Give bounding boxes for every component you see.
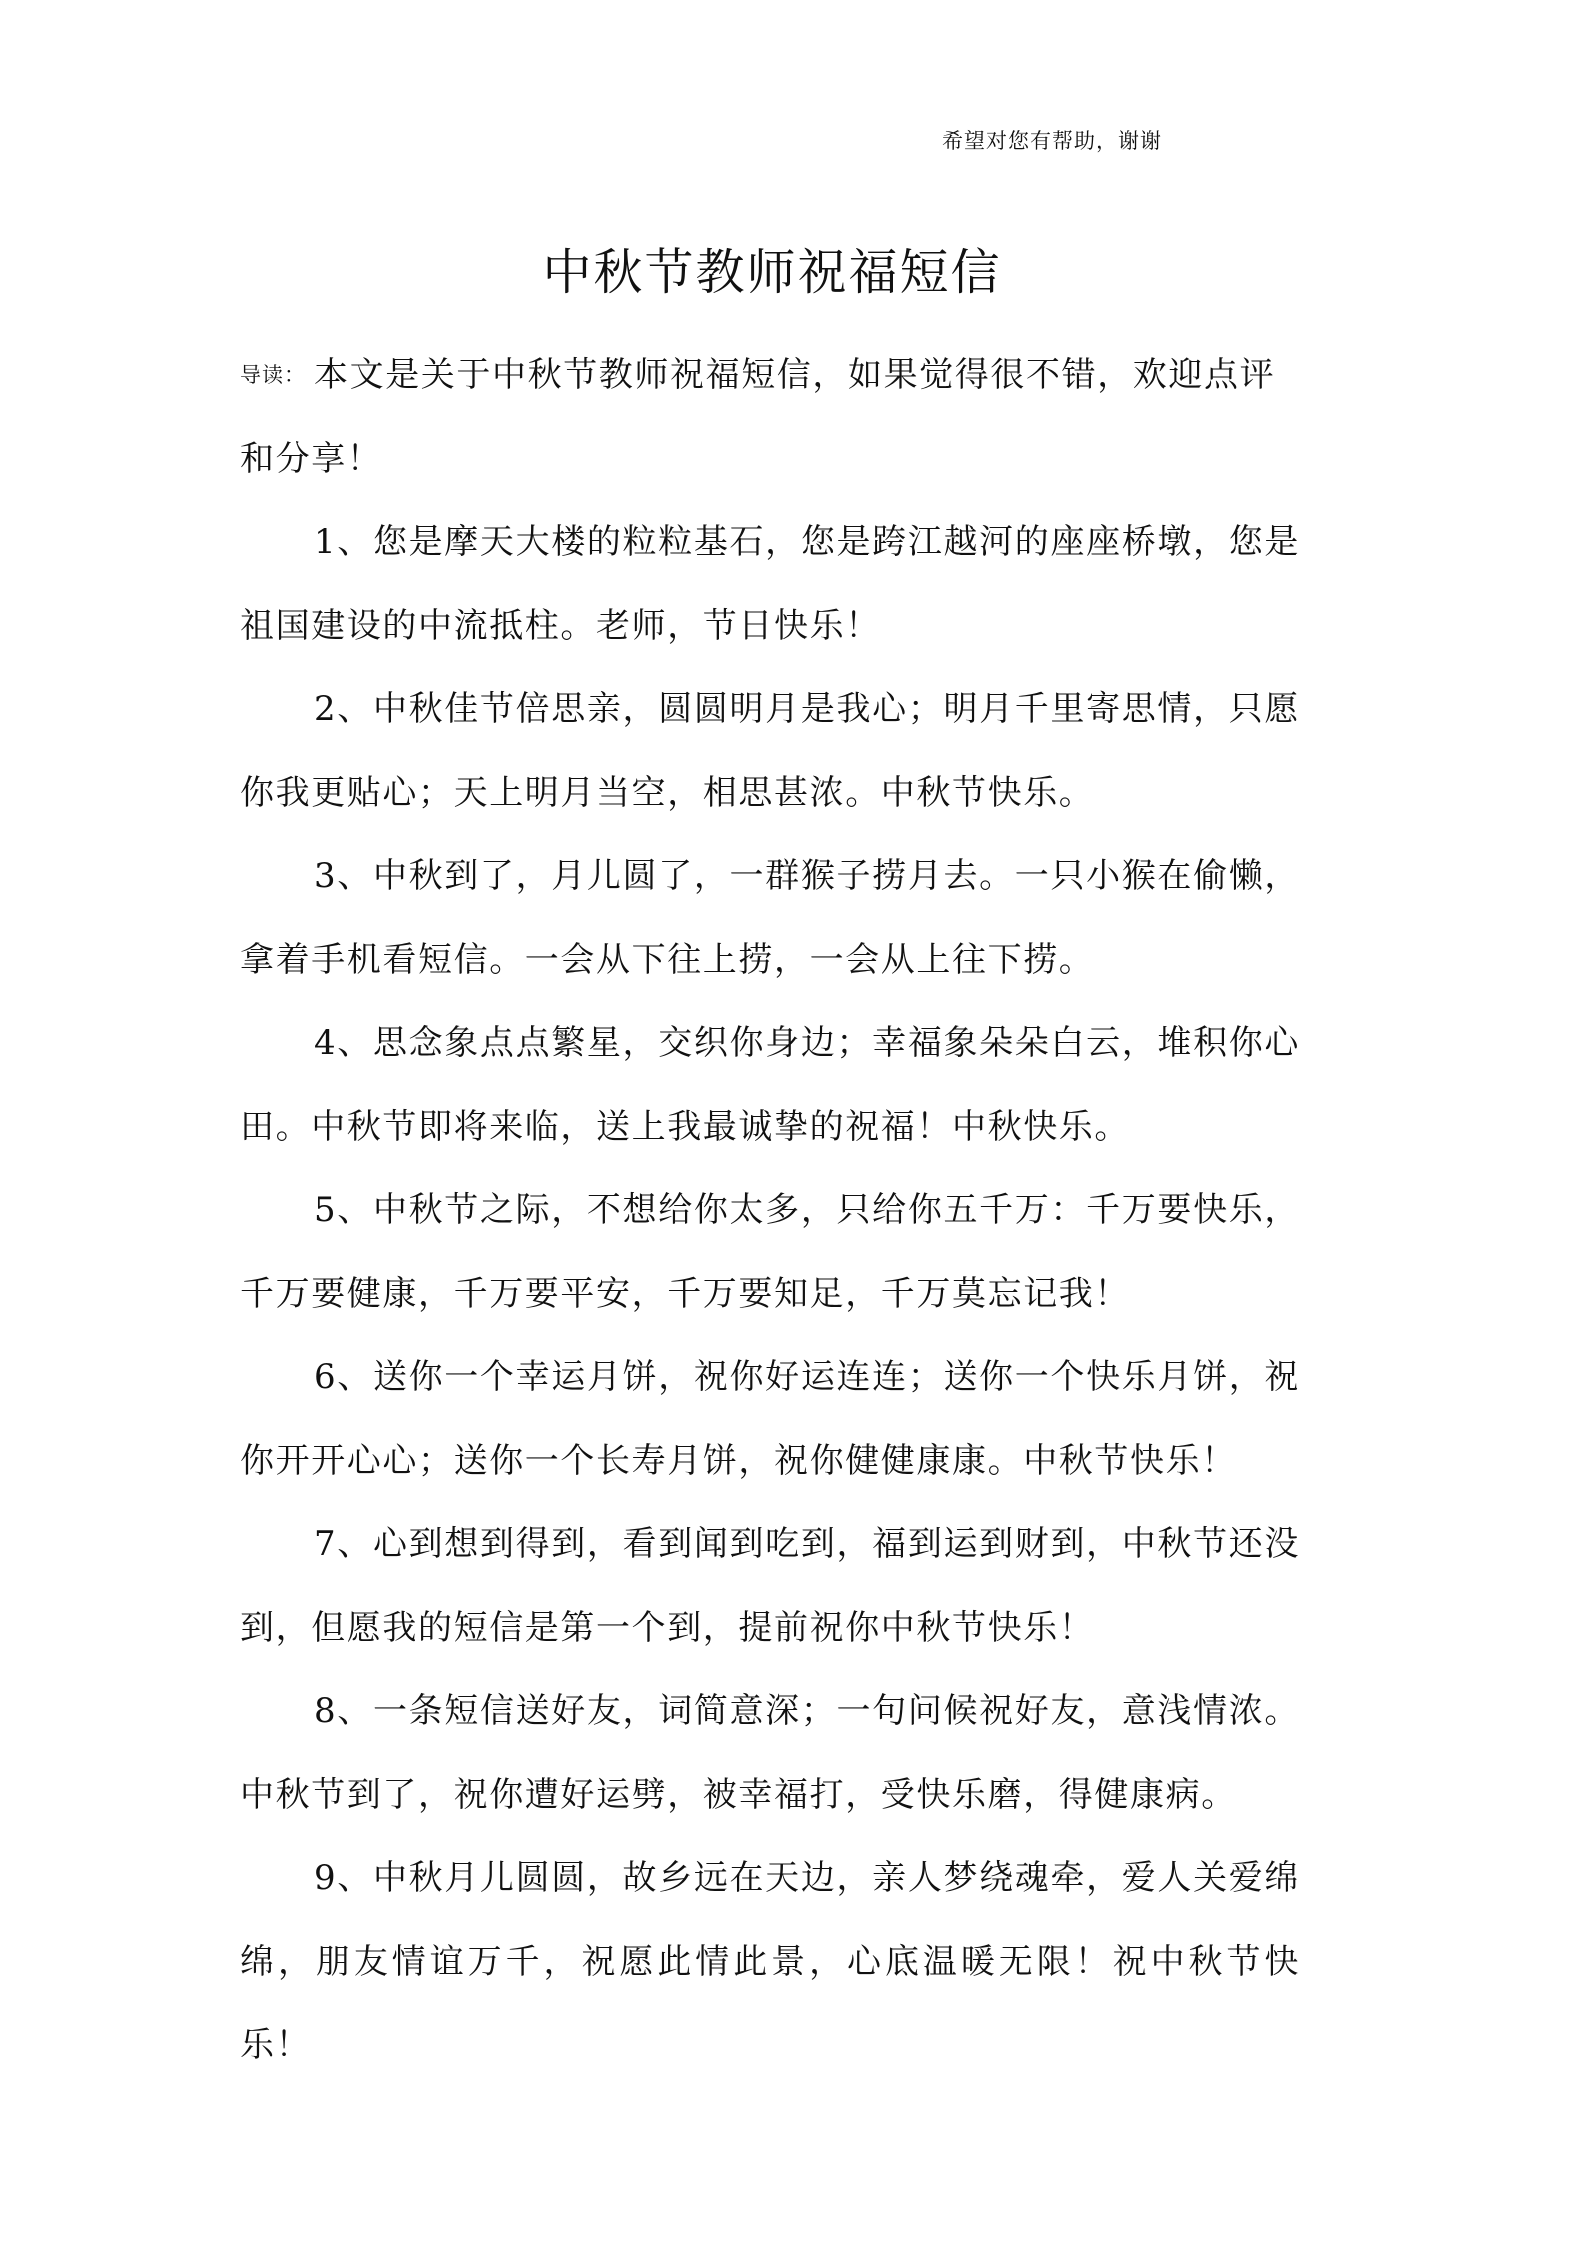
intro-paragraph [240, 334, 1300, 501]
message-item-1: 1、您是摩天大楼的粒粒基石，您是跨江越河的座座桥墩，您是祖国建设的中流抵柱。老师，节日快乐！ [240, 522, 1300, 646]
message-item-2: 2、中秋佳节倍思亲，圆圆明月是我心；明月千里寄思情，只愿你我更贴心；天上明月当空，相思甚浓。中秋节快乐。 [240, 689, 1300, 813]
message-item-6: 6、送你一个幸运月饼，祝你好运连连；送你一个快乐月饼，祝你开开心心；送你一个长寿月饼，祝你健健康康。中秋节快乐！ [240, 1357, 1300, 1481]
message-item-9: 9、中秋月儿圆圆，故乡远在天边，亲人梦绕魂牵，爱人关爱绵绵，朋友情谊万千，祝愿此情此景，心底温暖无限！祝中秋节快乐！ [240, 1858, 1300, 2065]
intro-text: 本文是关于中秋节教师祝福短信，如果觉得很不错，欢迎点评和分享！ [240, 355, 1276, 479]
header-note: 希望对您有帮助，谢谢 [942, 129, 1162, 153]
intro-label: 导读： [240, 363, 306, 387]
page-title: 中秋节教师祝福短信 [542, 244, 1002, 301]
message-item-4: 4、思念象点点繁星，交织你身边；幸福象朵朵白云，堆积你心田。中秋节即将来临，送上我最诚挚的祝福！中秋快乐。 [240, 1023, 1300, 1147]
message-item-3: 3、中秋到了，月儿圆了，一群猴子捞月去。一只小猴在偷懒，拿着手机看短信。一会从下往上捞，一会从上往下捞。 [240, 856, 1300, 980]
document-body [240, 334, 1300, 2088]
message-item-7: 7、心到想到得到，看到闻到吃到，福到运到财到，中秋节还没到，但愿我的短信是第一个到，提前祝你中秋节快乐！ [240, 1524, 1300, 1648]
message-item-5: 5、中秋节之际，不想给你太多，只给你五千万：千万要快乐，千万要健康，千万要平安，千万要知足，千万莫忘记我！ [240, 1190, 1300, 1314]
message-item-8: 8、一条短信送好友，词简意深；一句问候祝好友，意浅情浓。中秋节到了，祝你遭好运劈，被幸福打，受快乐磨，得健康病。 [240, 1691, 1300, 1815]
